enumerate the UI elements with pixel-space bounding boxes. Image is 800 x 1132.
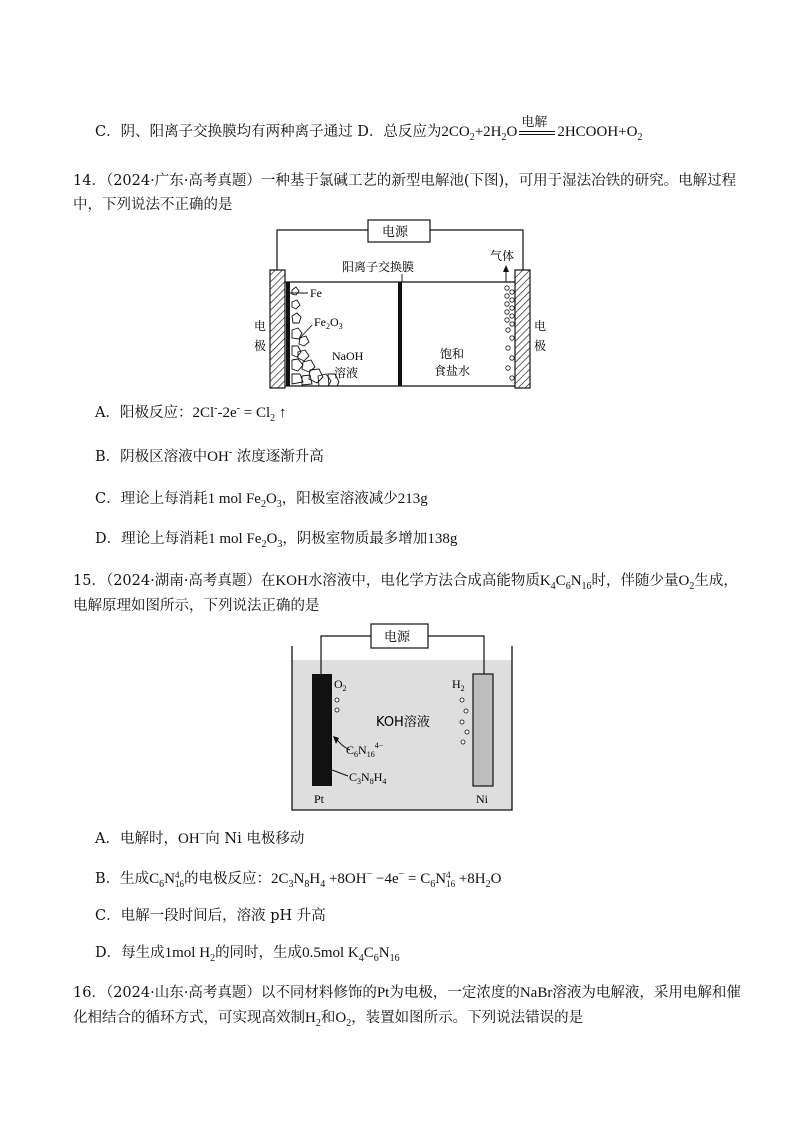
q14-electrolysis-diagram	[250, 210, 550, 395]
q15-o2-label: $O_2$	[334, 677, 347, 693]
q14-option-b: B．阴极区溶液中OH- 浓度逐渐升高	[95, 447, 324, 465]
q14-option-c: C．理论上每消耗1 mol $Fe_2O_3$，阳极室溶液减少213g	[95, 491, 428, 510]
q14-fe2o3-label: $Fe_2O_3$	[314, 315, 343, 331]
q15-option-b: B．生成$C_6N$ 4 16 的电极反应：$2C_3N_8H_4 +8OH^- -4e^- = C_6N$ 4 16 $+8H_2O$	[95, 869, 502, 890]
q16-stem-line1: 16．（2024·山东·高考真题）以不同材料修饰的Pt为电极，一定浓度的NaBr溶液为电解液，采用电解和催	[73, 985, 741, 1001]
q14-right-electrode-label-1: 电	[534, 319, 547, 333]
q15-pt-label: Pt	[314, 792, 325, 806]
q15-c3n8h4-label: $C_3N_8H_4$	[349, 770, 387, 786]
q15-c6n16-label: $C_6N_{16}^{4-}$	[346, 741, 384, 759]
q15-pt-electrode	[312, 674, 332, 786]
q14-option-a: A．阳极反应：$2Cl^--2e^- = Cl_2$ ↑	[95, 403, 287, 424]
q14-left-electrode-label-1: 电	[254, 319, 267, 333]
q14-naoh-label: NaOH	[332, 349, 364, 363]
q14-fe-label: Fe	[310, 286, 322, 300]
q15-h2-label: $H_2$	[452, 677, 465, 693]
q13-total-reaction: $2CO_2+2H_2O$ 电解 $2HCOOH+O_2$	[441, 114, 643, 143]
q15-ni-electrode	[473, 674, 493, 786]
q14-gas-label: 气体	[490, 249, 515, 263]
q13-option-c: C．阴、阳离子交换膜均有两种离子通过 D．总反应为$2CO_2+2H_2O$ 电解 $2HCOOH+O_2$	[95, 114, 643, 143]
q15-koh-label: KOH溶液	[376, 715, 430, 730]
q16-stem-line2: 化相结合的循环方式，可实现高效制$H_2$和$O_2$，装置如图所示。下列说法错误的是	[73, 1010, 584, 1029]
q14-salt-label-1: 饱和	[440, 347, 465, 361]
q15-power-label: 电源	[384, 630, 411, 645]
q14-gas-bubbles	[505, 286, 514, 380]
q15-ni-label: Ni	[476, 792, 488, 806]
q14-left-electrode-label-2: 极	[254, 339, 267, 353]
q15-electrolysis-diagram	[286, 618, 518, 818]
q14-membrane	[398, 282, 402, 386]
q15-option-d: D．每生成1mol $H_2$的同时，生成0.5mol $K_4C_6N_{16}$	[95, 945, 400, 964]
q15-stem-line2: 电解原理如图所示，下列说法正确的是	[73, 598, 320, 614]
q15-stem-line1: 15．（2024·湖南·高考真题）在KOH水溶液中，电化学方法合成高能物质$K_4C_6N_{16}$时，伴随少量$O_2$生成，	[73, 573, 738, 592]
q14-stem-line1: 14．（2024·广东·高考真题）一种基于氯碱工艺的新型电解池(下图)，可用于湿法冶铁的研究。电解过程	[73, 173, 737, 189]
q14-power-label: 电源	[382, 225, 409, 240]
q14-right-electrode-label-2: 极	[534, 339, 547, 353]
q14-left-electrode	[270, 270, 285, 388]
q14-naoh-solution-label: 溶液	[334, 366, 359, 380]
q14-fe2o3-pile	[292, 287, 339, 386]
q15-option-c: C．电解一段时间后，溶液 pH 升高	[95, 908, 326, 924]
q14-fe-plate	[286, 282, 290, 386]
q14-option-d: D．理论上每消耗1 mol $Fe_2O_3$，阴极室物质最多增加138g	[95, 531, 458, 550]
q14-salt-label-2: 食盐水	[434, 364, 471, 378]
q14-membrane-label: 阳离子交换膜	[342, 260, 415, 274]
q14-stem-line2: 中，下列说法不正确的是	[73, 197, 233, 213]
q15-option-a: A．电解时，OH−向 Ni 电极移动	[95, 829, 305, 847]
q14-right-electrode	[515, 270, 530, 388]
